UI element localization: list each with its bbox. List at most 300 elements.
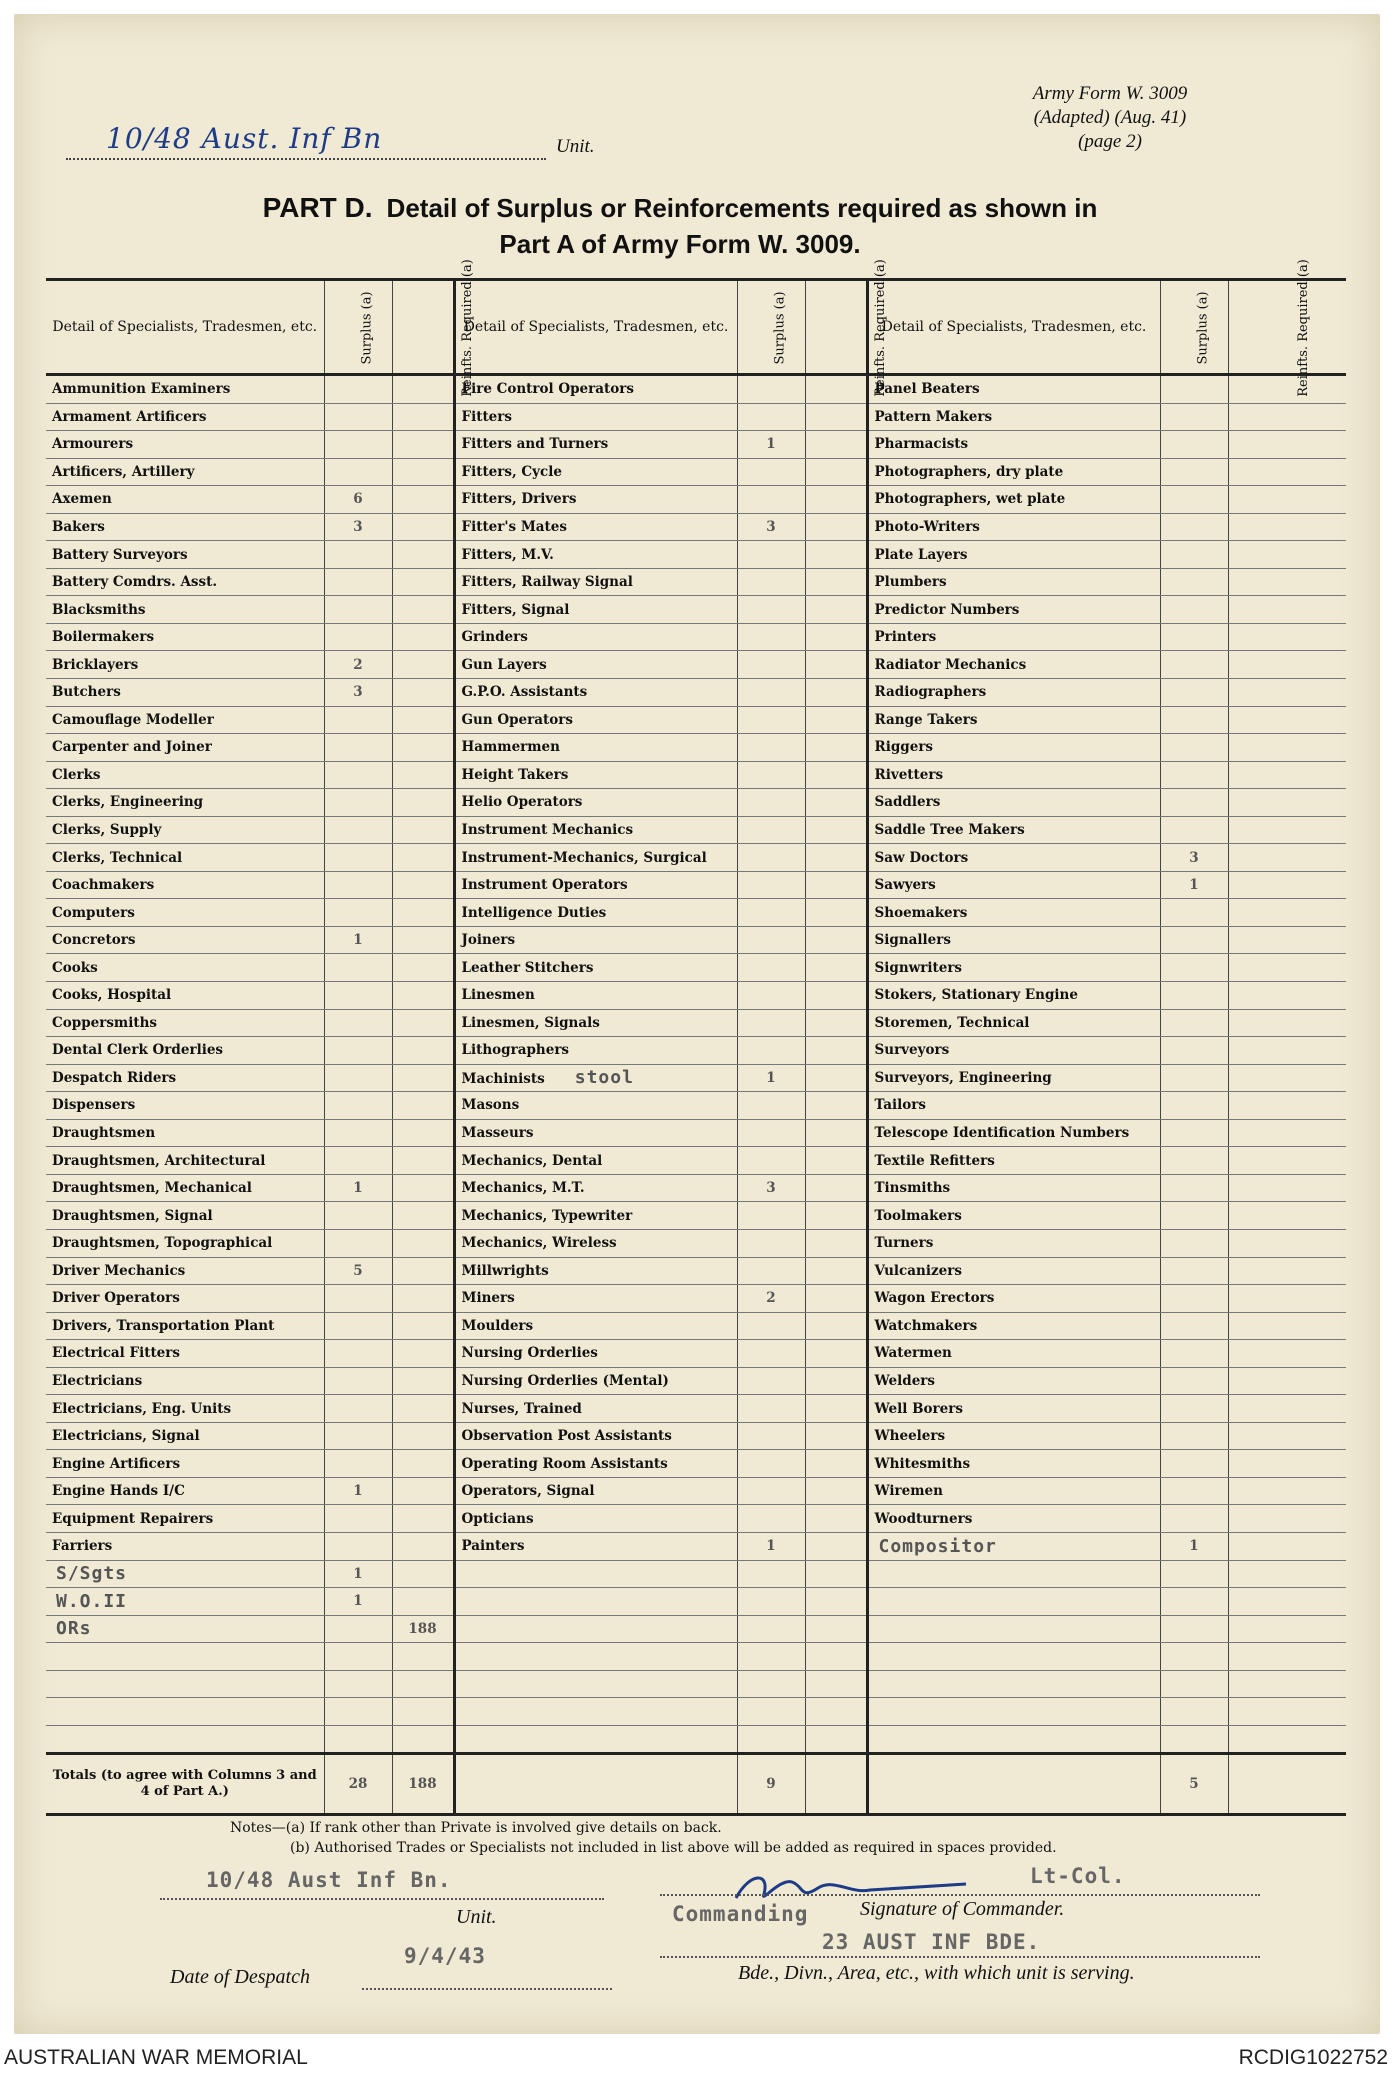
trade-label: Cooks — [52, 959, 98, 976]
reinfts-cell — [392, 1670, 454, 1698]
trade-name — [454, 706, 737, 734]
surplus-cell — [324, 1064, 392, 1092]
table-row — [46, 1395, 1346, 1423]
surplus-cell — [1160, 1340, 1228, 1368]
header-surplus — [324, 280, 392, 375]
reinfts-cell — [805, 706, 867, 734]
trade-label: Hammermen — [461, 739, 560, 756]
trade-name — [454, 1312, 737, 1340]
trade-label: Armourers — [52, 436, 134, 453]
totals-label: Totals (to agree with Columns 3 and 4 of Part A.) — [46, 1754, 324, 1815]
table-row — [46, 596, 1346, 624]
trade-label: Engine Artificers — [52, 1455, 181, 1472]
surplus-cell — [324, 734, 392, 762]
trade-name — [867, 1119, 1160, 1147]
reinfts-cell — [392, 1147, 454, 1175]
reinfts-cell — [805, 1698, 867, 1726]
trade-label: Dispensers — [52, 1097, 136, 1114]
reinfts-cell — [805, 541, 867, 569]
trade-name — [46, 1229, 324, 1257]
reinfts-cell — [1228, 1395, 1346, 1423]
reinfts-cell — [805, 789, 867, 817]
footer-archive: AUSTRALIAN WAR MEMORIAL — [4, 2046, 308, 2069]
table-row — [46, 982, 1346, 1010]
reinfts-cell — [1228, 1092, 1346, 1120]
reinfts-cell — [392, 789, 454, 817]
surplus-cell — [737, 458, 805, 486]
total-surplus: 28 — [324, 1754, 392, 1815]
trade-name — [454, 844, 737, 872]
surplus-cell — [324, 541, 392, 569]
trade-label: Fitters, Railway Signal — [461, 574, 633, 591]
reinfts-cell — [392, 1560, 454, 1588]
trade-name — [454, 734, 737, 762]
surplus-cell — [324, 1340, 392, 1368]
reinfts-cell — [1228, 1725, 1346, 1754]
surplus-cell — [324, 1009, 392, 1037]
typed-entry: stool — [574, 1067, 634, 1089]
surplus-cell — [1160, 679, 1228, 707]
reinfts-cell — [1228, 568, 1346, 596]
reinfts-cell — [392, 1395, 454, 1423]
footer-id: RCDIG1022752 — [1238, 2046, 1388, 2069]
surplus-cell — [737, 789, 805, 817]
trade-label: Carpenter and Joiner — [52, 739, 212, 756]
trade-name — [454, 541, 737, 569]
trade-name — [867, 1257, 1160, 1285]
trade-name — [46, 789, 324, 817]
reinfts-cell — [1228, 1037, 1346, 1065]
trade-name — [867, 1285, 1160, 1313]
reinfts-cell — [805, 1367, 867, 1395]
trade-name — [46, 1505, 324, 1533]
unit-label: Unit. — [556, 136, 595, 157]
table-row — [46, 1670, 1346, 1698]
trade-name — [454, 926, 737, 954]
table-row — [46, 1037, 1346, 1065]
surplus-cell — [737, 899, 805, 927]
trade-name — [46, 1037, 324, 1065]
table-row — [46, 899, 1346, 927]
trade-label: Surveyors, Engineering — [874, 1069, 1052, 1086]
trade-name — [454, 431, 737, 459]
surplus-cell — [324, 1395, 392, 1423]
trade-label: Radiator Mechanics — [874, 656, 1027, 673]
surplus-cell — [324, 871, 392, 899]
trade-label: Fitters — [461, 408, 512, 425]
surplus-cell — [737, 1505, 805, 1533]
table-row — [46, 1340, 1346, 1368]
trade-name — [454, 1670, 737, 1698]
reinfts-cell — [1228, 1588, 1346, 1616]
surplus-cell — [737, 679, 805, 707]
reinfts-cell — [1228, 513, 1346, 541]
trade-name — [46, 982, 324, 1010]
trade-name — [46, 1147, 324, 1175]
reinfts-cell — [392, 1477, 454, 1505]
trade-label: Nurses, Trained — [461, 1400, 582, 1417]
surplus-cell — [737, 926, 805, 954]
surplus-cell — [1160, 816, 1228, 844]
surplus-cell — [1160, 1615, 1228, 1643]
reinfts-cell — [392, 734, 454, 762]
reinfts-cell — [392, 541, 454, 569]
surplus-cell — [324, 1698, 392, 1726]
surplus-cell: 3 — [324, 679, 392, 707]
surplus-cell — [324, 1037, 392, 1065]
surplus-cell — [324, 623, 392, 651]
table-row — [46, 1367, 1346, 1395]
unit-field — [66, 122, 546, 160]
trade-label: Nursing Orderlies — [461, 1345, 598, 1362]
header-surplus-label: Surplus (a) — [1195, 291, 1211, 365]
trade-name — [867, 844, 1160, 872]
surplus-cell — [324, 1312, 392, 1340]
table-body — [46, 375, 1346, 1754]
header-surplus-label: Surplus (a) — [359, 291, 375, 365]
reinfts-cell — [392, 1064, 454, 1092]
surplus-cell — [1160, 761, 1228, 789]
totals-row — [46, 1754, 1346, 1815]
reinfts-cell — [392, 844, 454, 872]
surplus-cell: 1 — [737, 1532, 805, 1560]
surplus-cell — [324, 1092, 392, 1120]
surplus-cell — [324, 1367, 392, 1395]
trade-name — [46, 954, 324, 982]
trade-label: Battery Comdrs. Asst. — [52, 574, 218, 591]
trade-label: Engine Hands I/C — [52, 1483, 185, 1500]
surplus-cell — [737, 1257, 805, 1285]
trade-label: Draughtsmen, Topographical — [52, 1235, 273, 1252]
trade-name — [454, 982, 737, 1010]
total-reinfts — [805, 1754, 867, 1815]
surplus-cell — [1160, 1285, 1228, 1313]
surplus-cell — [737, 596, 805, 624]
reinfts-cell — [392, 899, 454, 927]
table-row — [46, 1532, 1346, 1560]
trade-name — [454, 486, 737, 514]
trade-label: Plate Layers — [874, 546, 968, 563]
trade-label: Operating Room Assistants — [461, 1455, 668, 1472]
surplus-cell — [324, 1643, 392, 1671]
header-reinfts — [805, 259, 888, 397]
table-row — [46, 1560, 1346, 1588]
reinfts-cell — [1228, 1064, 1346, 1092]
rank-stamp: Lt-Col. — [1030, 1864, 1126, 1888]
surplus-cell — [1160, 734, 1228, 762]
trade-label: Helio Operators — [461, 794, 583, 811]
surplus-cell — [1160, 789, 1228, 817]
trade-label: Well Borers — [874, 1400, 963, 1417]
table-row — [46, 844, 1346, 872]
trade-label: Fire Control Operators — [461, 381, 634, 398]
trade-name — [46, 871, 324, 899]
trade-label: Mechanics, Dental — [461, 1152, 603, 1169]
surplus-cell — [737, 1119, 805, 1147]
surplus-cell: 6 — [324, 486, 392, 514]
trade-name — [867, 458, 1160, 486]
trade-name — [867, 1147, 1160, 1175]
surplus-cell — [1160, 1119, 1228, 1147]
trade-name — [867, 982, 1160, 1010]
table-row — [46, 816, 1346, 844]
trade-label: Gun Operators — [461, 711, 573, 728]
trade-name — [46, 1560, 324, 1588]
trade-name — [454, 596, 737, 624]
surplus-cell — [737, 1367, 805, 1395]
trade-name — [46, 375, 324, 404]
reinfts-cell — [392, 1422, 454, 1450]
trade-label: Painters — [461, 1538, 525, 1555]
trade-label: Opticians — [461, 1510, 534, 1527]
surplus-cell — [324, 1505, 392, 1533]
reinfts-cell — [805, 375, 867, 404]
surplus-cell — [324, 706, 392, 734]
reinfts-cell — [805, 1340, 867, 1368]
trade-name — [46, 1257, 324, 1285]
surplus-cell — [1160, 899, 1228, 927]
specialists-table — [46, 259, 1346, 1816]
header-reinfts — [392, 259, 475, 397]
reinfts-cell — [392, 623, 454, 651]
reinfts-cell — [805, 1422, 867, 1450]
trade-label: Welders — [874, 1372, 936, 1389]
total-reinfts: 188 — [392, 1754, 454, 1815]
surplus-cell — [1160, 513, 1228, 541]
part-lead: PART D. — [262, 192, 373, 223]
reinfts-cell — [805, 596, 867, 624]
surplus-cell — [1160, 1174, 1228, 1202]
trade-name — [867, 926, 1160, 954]
trade-label: Dental Clerk Orderlies — [52, 1042, 224, 1059]
form-reference — [980, 82, 1240, 154]
reinfts-cell — [1228, 458, 1346, 486]
trade-label: Cooks, Hospital — [52, 987, 172, 1004]
trade-label: Artificers, Artillery — [52, 463, 195, 480]
trade-label: Driver Mechanics — [52, 1262, 186, 1279]
trade-name — [867, 1422, 1160, 1450]
reinfts-cell — [805, 651, 867, 679]
trade-label: Fitters, M.V. — [461, 546, 554, 563]
reinfts-cell — [805, 926, 867, 954]
header-detail: Detail of Specialists, Tradesmen, etc. — [867, 280, 1160, 375]
surplus-cell — [1160, 596, 1228, 624]
table-row — [46, 1312, 1346, 1340]
reinfts-cell — [1228, 1450, 1346, 1478]
trade-label: Tinsmiths — [874, 1180, 951, 1197]
table-row — [46, 1009, 1346, 1037]
surplus-cell — [324, 1532, 392, 1560]
surplus-cell: 1 — [324, 1560, 392, 1588]
trade-name — [454, 1340, 737, 1368]
surplus-cell — [737, 1340, 805, 1368]
header-surplus-label: Surplus (a) — [772, 291, 788, 365]
reinfts-cell — [1228, 596, 1346, 624]
trade-label: Signwriters — [874, 959, 963, 976]
reinfts-cell — [392, 679, 454, 707]
reinfts-cell — [805, 623, 867, 651]
reinfts-cell — [805, 568, 867, 596]
surplus-cell — [1160, 403, 1228, 431]
trade-name — [867, 1092, 1160, 1120]
surplus-cell — [324, 431, 392, 459]
trade-label: Plumbers — [874, 574, 947, 591]
reinfts-cell — [1228, 1670, 1346, 1698]
surplus-cell — [737, 1643, 805, 1671]
trade-name — [46, 679, 324, 707]
trade-name — [454, 679, 737, 707]
table-row — [46, 1643, 1346, 1671]
trade-label: Armament Artificers — [52, 408, 207, 425]
bde-stamp: 23 AUST INF BDE. — [822, 1930, 1041, 1954]
trade-name — [46, 1450, 324, 1478]
surplus-cell — [324, 375, 392, 404]
trade-name — [46, 1312, 324, 1340]
reinfts-cell — [392, 871, 454, 899]
reinfts-cell — [1228, 1422, 1346, 1450]
note-b: (b) Authorised Trades or Specialists not included in list above will be added as required in spaces provided. — [290, 1840, 1057, 1856]
form-page: (page 2) — [1078, 131, 1142, 152]
reinfts-cell — [805, 1257, 867, 1285]
trade-label: Panel Beaters — [874, 381, 980, 398]
table-row — [46, 375, 1346, 404]
signature-label: Signature of Commander. — [860, 1898, 1065, 1920]
reinfts-cell — [392, 403, 454, 431]
trade-label: Rivetters — [874, 766, 944, 783]
reinfts-cell — [392, 706, 454, 734]
surplus-cell — [324, 458, 392, 486]
trade-name — [867, 1174, 1160, 1202]
reinfts-cell — [805, 844, 867, 872]
trade-name — [454, 1725, 737, 1754]
trade-name — [454, 816, 737, 844]
trade-label: Butchers — [52, 684, 121, 701]
signature-dotline — [660, 1894, 1260, 1896]
surplus-cell — [737, 1615, 805, 1643]
surplus-cell — [1160, 1698, 1228, 1726]
surplus-cell — [737, 816, 805, 844]
trade-name — [454, 1367, 737, 1395]
surplus-cell — [1160, 1009, 1228, 1037]
trade-name — [454, 899, 737, 927]
trade-name — [867, 651, 1160, 679]
surplus-cell — [1160, 1670, 1228, 1698]
trade-name — [454, 1477, 737, 1505]
reinfts-cell — [805, 1477, 867, 1505]
surplus-cell — [1160, 651, 1228, 679]
surplus-cell — [1160, 1725, 1228, 1754]
surplus-cell — [737, 1395, 805, 1423]
trade-label: Instrument Operators — [461, 877, 628, 894]
table-row — [46, 1119, 1346, 1147]
table-row — [46, 1064, 1346, 1092]
trade-name — [867, 403, 1160, 431]
trade-name — [454, 1229, 737, 1257]
surplus-cell — [1160, 486, 1228, 514]
reinfts-cell — [805, 1037, 867, 1065]
trade-label: Mechanics, Wireless — [461, 1235, 617, 1252]
trade-name — [867, 1588, 1160, 1616]
surplus-cell — [1160, 1422, 1228, 1450]
table-row — [46, 1615, 1346, 1643]
trade-name — [454, 954, 737, 982]
surplus-cell — [324, 1147, 392, 1175]
reinfts-cell — [392, 1257, 454, 1285]
table-row — [46, 926, 1346, 954]
trade-label: Draughtsmen, Mechanical — [52, 1180, 252, 1197]
reinfts-cell — [1228, 1340, 1346, 1368]
trade-label: Axemen — [52, 491, 112, 508]
reinfts-cell — [1228, 982, 1346, 1010]
trade-name — [867, 486, 1160, 514]
trade-label: Telescope Identification Numbers — [874, 1125, 1130, 1142]
trade-name — [454, 1064, 737, 1092]
trade-name — [46, 1064, 324, 1092]
trade-label: Surveyors — [874, 1042, 950, 1059]
trade-label: Electricians, Signal — [52, 1428, 200, 1445]
reinfts-cell — [1228, 844, 1346, 872]
trade-label: Photographers, wet plate — [874, 491, 1066, 508]
surplus-cell — [1160, 458, 1228, 486]
trade-label: Electricians, Eng. Units — [52, 1400, 232, 1417]
trade-label: G.P.O. Assistants — [461, 684, 588, 701]
part-title — [120, 190, 1240, 262]
reinfts-cell — [1228, 679, 1346, 707]
trade-name — [867, 679, 1160, 707]
reinfts-cell — [1228, 706, 1346, 734]
trade-label: Moulders — [461, 1317, 534, 1334]
trade-name — [454, 375, 737, 404]
reinfts-cell — [1228, 1560, 1346, 1588]
trade-name — [46, 623, 324, 651]
trade-name — [46, 1340, 324, 1368]
reinfts-cell — [1228, 1147, 1346, 1175]
surplus-cell — [1160, 1477, 1228, 1505]
reinfts-cell — [805, 431, 867, 459]
trade-name — [454, 1092, 737, 1120]
reinfts-cell — [805, 1229, 867, 1257]
header-reinfts-label: Reinfts. Required (a) — [459, 259, 475, 397]
table-row — [46, 1505, 1346, 1533]
trade-name — [46, 458, 324, 486]
header-reinfts — [1228, 259, 1346, 397]
trade-name — [46, 1670, 324, 1698]
reinfts-cell — [392, 954, 454, 982]
reinfts-cell — [805, 458, 867, 486]
surplus-cell — [324, 596, 392, 624]
trade-label: Fitters, Signal — [461, 601, 570, 618]
header-detail: Detail of Specialists, Tradesmen, etc. — [46, 280, 324, 375]
trade-label: Coppersmiths — [52, 1014, 157, 1031]
reinfts-cell — [392, 596, 454, 624]
trade-name — [46, 1285, 324, 1313]
surplus-cell — [1160, 1229, 1228, 1257]
trade-name — [867, 431, 1160, 459]
trade-name — [867, 1532, 1160, 1560]
trade-label: Leather Stitchers — [461, 959, 594, 976]
surplus-cell: 1 — [1160, 1532, 1228, 1560]
bde-dotline — [660, 1956, 1260, 1958]
surplus-cell: 5 — [324, 1257, 392, 1285]
surplus-cell — [1160, 1037, 1228, 1065]
trade-label: Lithographers — [461, 1042, 570, 1059]
table-row — [46, 486, 1346, 514]
surplus-cell — [737, 734, 805, 762]
surplus-cell — [1160, 706, 1228, 734]
reinfts-cell — [392, 1285, 454, 1313]
surplus-cell — [737, 1202, 805, 1230]
surplus-cell: 1 — [324, 1174, 392, 1202]
